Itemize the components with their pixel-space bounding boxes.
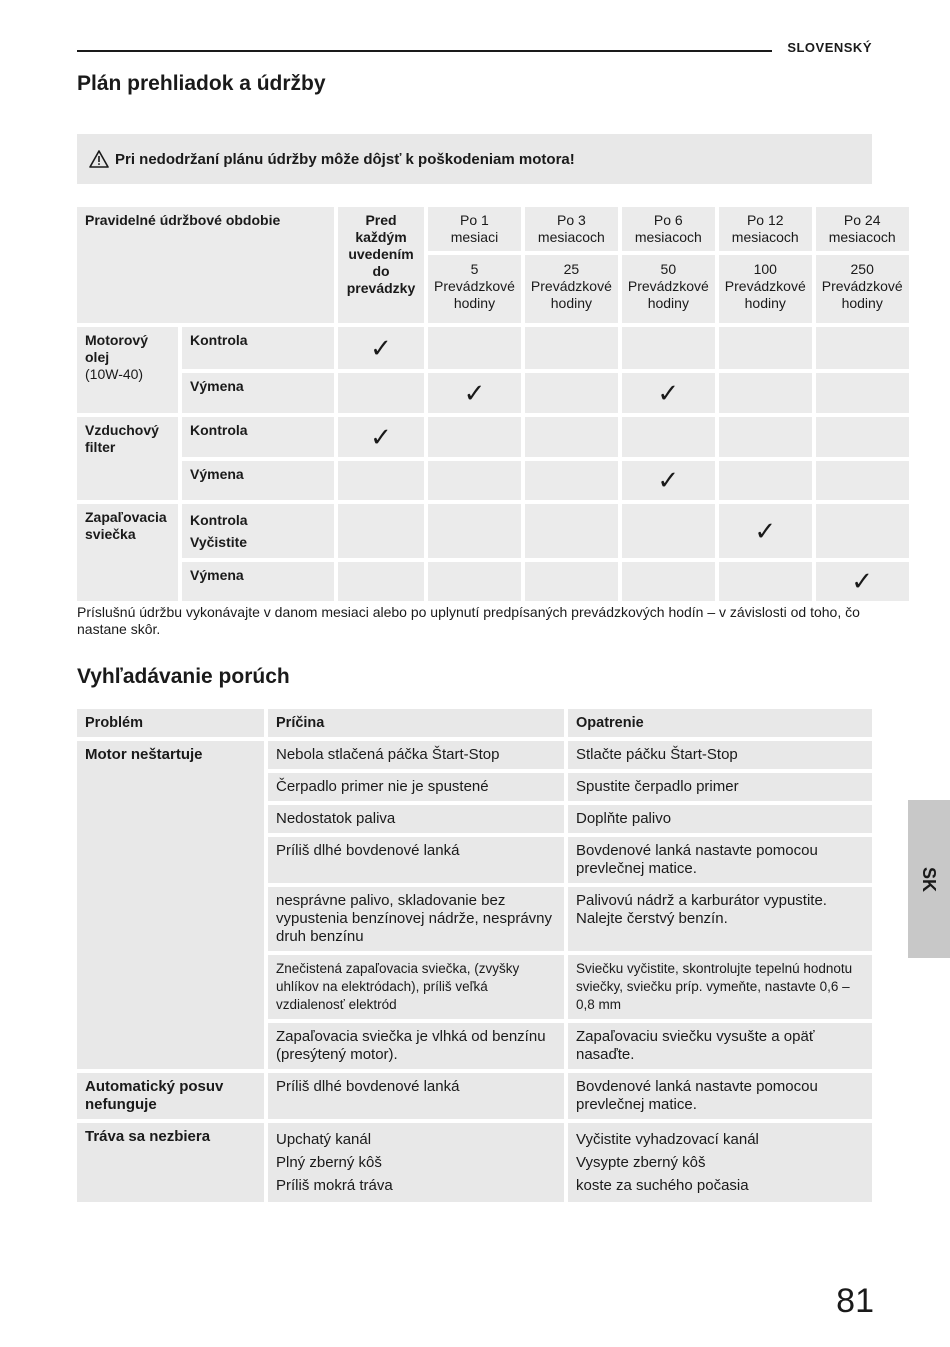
cause-text: Zapaľovacia sviečka je vlhká od benzínu (presýtený motor). [268,1023,564,1069]
warning-box [77,134,872,184]
interval-hours: 50 Prevádzkové hodiny [622,255,715,323]
side-tab-label: SK [919,866,940,892]
warning-text: Pri nedodržaní plánu údržby môže dôjsť k poškodeniam motora! [115,150,575,168]
interval-month: Po 6 mesiacoch [622,207,715,251]
check-mark: ✓ [338,417,424,457]
action-label: Kontrola [182,327,334,369]
group-sub: (10W-40) [85,366,144,382]
maintenance-table [73,203,913,605]
header-rule [77,50,772,52]
action-label: Kontrola [190,512,248,528]
group-name: Vzduchový filter [77,417,178,500]
remedy-text: Palivovú nádrž a karburátor vypustite. Nalejte čerstvý benzín. [568,887,872,951]
interval-month: Po 3 mesiacoch [525,207,618,251]
cause-text: Nebola stlačená páčka Štart-Stop [268,741,564,769]
troubleshooting-title: Vyhľadávanie porúch [77,665,290,688]
interval-hours: 100 Prevádzkové hodiny [719,255,812,323]
remedy-text: Spustite čerpadlo primer [568,773,872,801]
action-label: Výmena [182,461,334,500]
header-remedy: Opatrenie [568,709,872,737]
cause-text: Znečistená zapaľovacia sviečka, (zvyšky uhlíkov na elektródach), príliš veľká vzdialenosť elektród [268,955,564,1019]
interval-month: Po 1 mesiaci [428,207,521,251]
cause-text: Čerpadlo primer nie je spustené [268,773,564,801]
problem-label: Motor neštartuje [77,741,264,1069]
remedy-text: Vyčistite vyhadzovací kanál [576,1131,759,1148]
cause-text: Príliš dlhé bovdenové lanká [268,1073,564,1119]
action-label: Výmena [182,562,334,601]
remedy-text: Doplňte palivo [568,805,872,833]
interval-hours: 250 Prevádzkové hodiny [816,255,909,323]
remedy-list [568,1123,872,1202]
check-mark: ✓ [338,327,424,369]
check-mark: ✓ [719,504,812,558]
maintenance-title: Plán prehliadok a údržby [77,72,326,95]
remedy-text: Stlačte páčku Štart-Stop [568,741,872,769]
group-oil [77,327,178,413]
page-number: 81 [836,1282,874,1320]
cause-text: Nedostatok paliva [268,805,564,833]
header-cause: Príčina [268,709,564,737]
troubleshooting-table [73,705,876,1206]
interval-hours: 25 Prevádzkové hodiny [525,255,618,323]
remedy-text: Bovdenové lanká nastavte pomocou prevlečnej matice. [568,837,872,883]
interval-month: Po 12 mesiacoch [719,207,812,251]
interval-hours: 5 Prevádzkové hodiny [428,255,521,323]
check-mark: ✓ [428,373,521,413]
cause-text: Príliš mokrá tráva [276,1177,393,1194]
remedy-text: Sviečku vyčistite, skontrolujte tepelnú hodnotu sviečky, sviečku príp. vymeňte, nastavte 0,6 – 0,8 mm [568,955,872,1019]
header-problem: Problém [77,709,264,737]
action-cell [182,504,334,558]
check-mark: ✓ [622,373,715,413]
cause-text: Príliš dlhé bovdenové lanká [268,837,564,883]
language-side-tab [908,800,950,958]
check-mark: ✓ [622,461,715,500]
before-use-label: Pred každým uvedením do prevádzky [338,207,424,323]
remedy-text: koste za suchého počasia [576,1177,749,1194]
remedy-text: Vysypte zberný kôš [576,1154,706,1171]
cause-text: Upchatý kanál [276,1131,372,1148]
action-label: Výmena [182,373,334,413]
cause-text: Plný zberný kôš [276,1154,382,1171]
interval-month: Po 24 mesiacoch [816,207,909,251]
problem-label: Automatický posuv nefunguje [77,1073,264,1119]
action-label: Vyčistite [190,534,248,550]
warning-icon [89,150,109,168]
group-name: Motorový olej [85,332,148,365]
header-language: SLOVENSKÝ [787,40,872,55]
group-name: Zapaľovacia sviečka [77,504,178,601]
cause-text: nesprávne palivo, skladovanie bez vypustenia benzínovej nádrže, nesprávny druh benzínu [268,887,564,951]
check-mark: ✓ [816,562,909,601]
remedy-text: Zapaľovaciu sviečku vysušte a opäť nasaďte. [568,1023,872,1069]
action-label: Kontrola [182,417,334,457]
problem-label: Tráva sa nezbiera [77,1123,264,1202]
period-label: Pravidelné údržbové obdobie [77,207,334,323]
cause-list [268,1123,564,1202]
remedy-text: Bovdenové lanká nastavte pomocou prevlečnej matice. [568,1073,872,1119]
maintenance-note: Príslušnú údržbu vykonávajte v danom mesiaci alebo po uplynutí predpísaných prevádzkových hodín – v závislosti od toho, čo nastane skôr. [77,604,860,637]
